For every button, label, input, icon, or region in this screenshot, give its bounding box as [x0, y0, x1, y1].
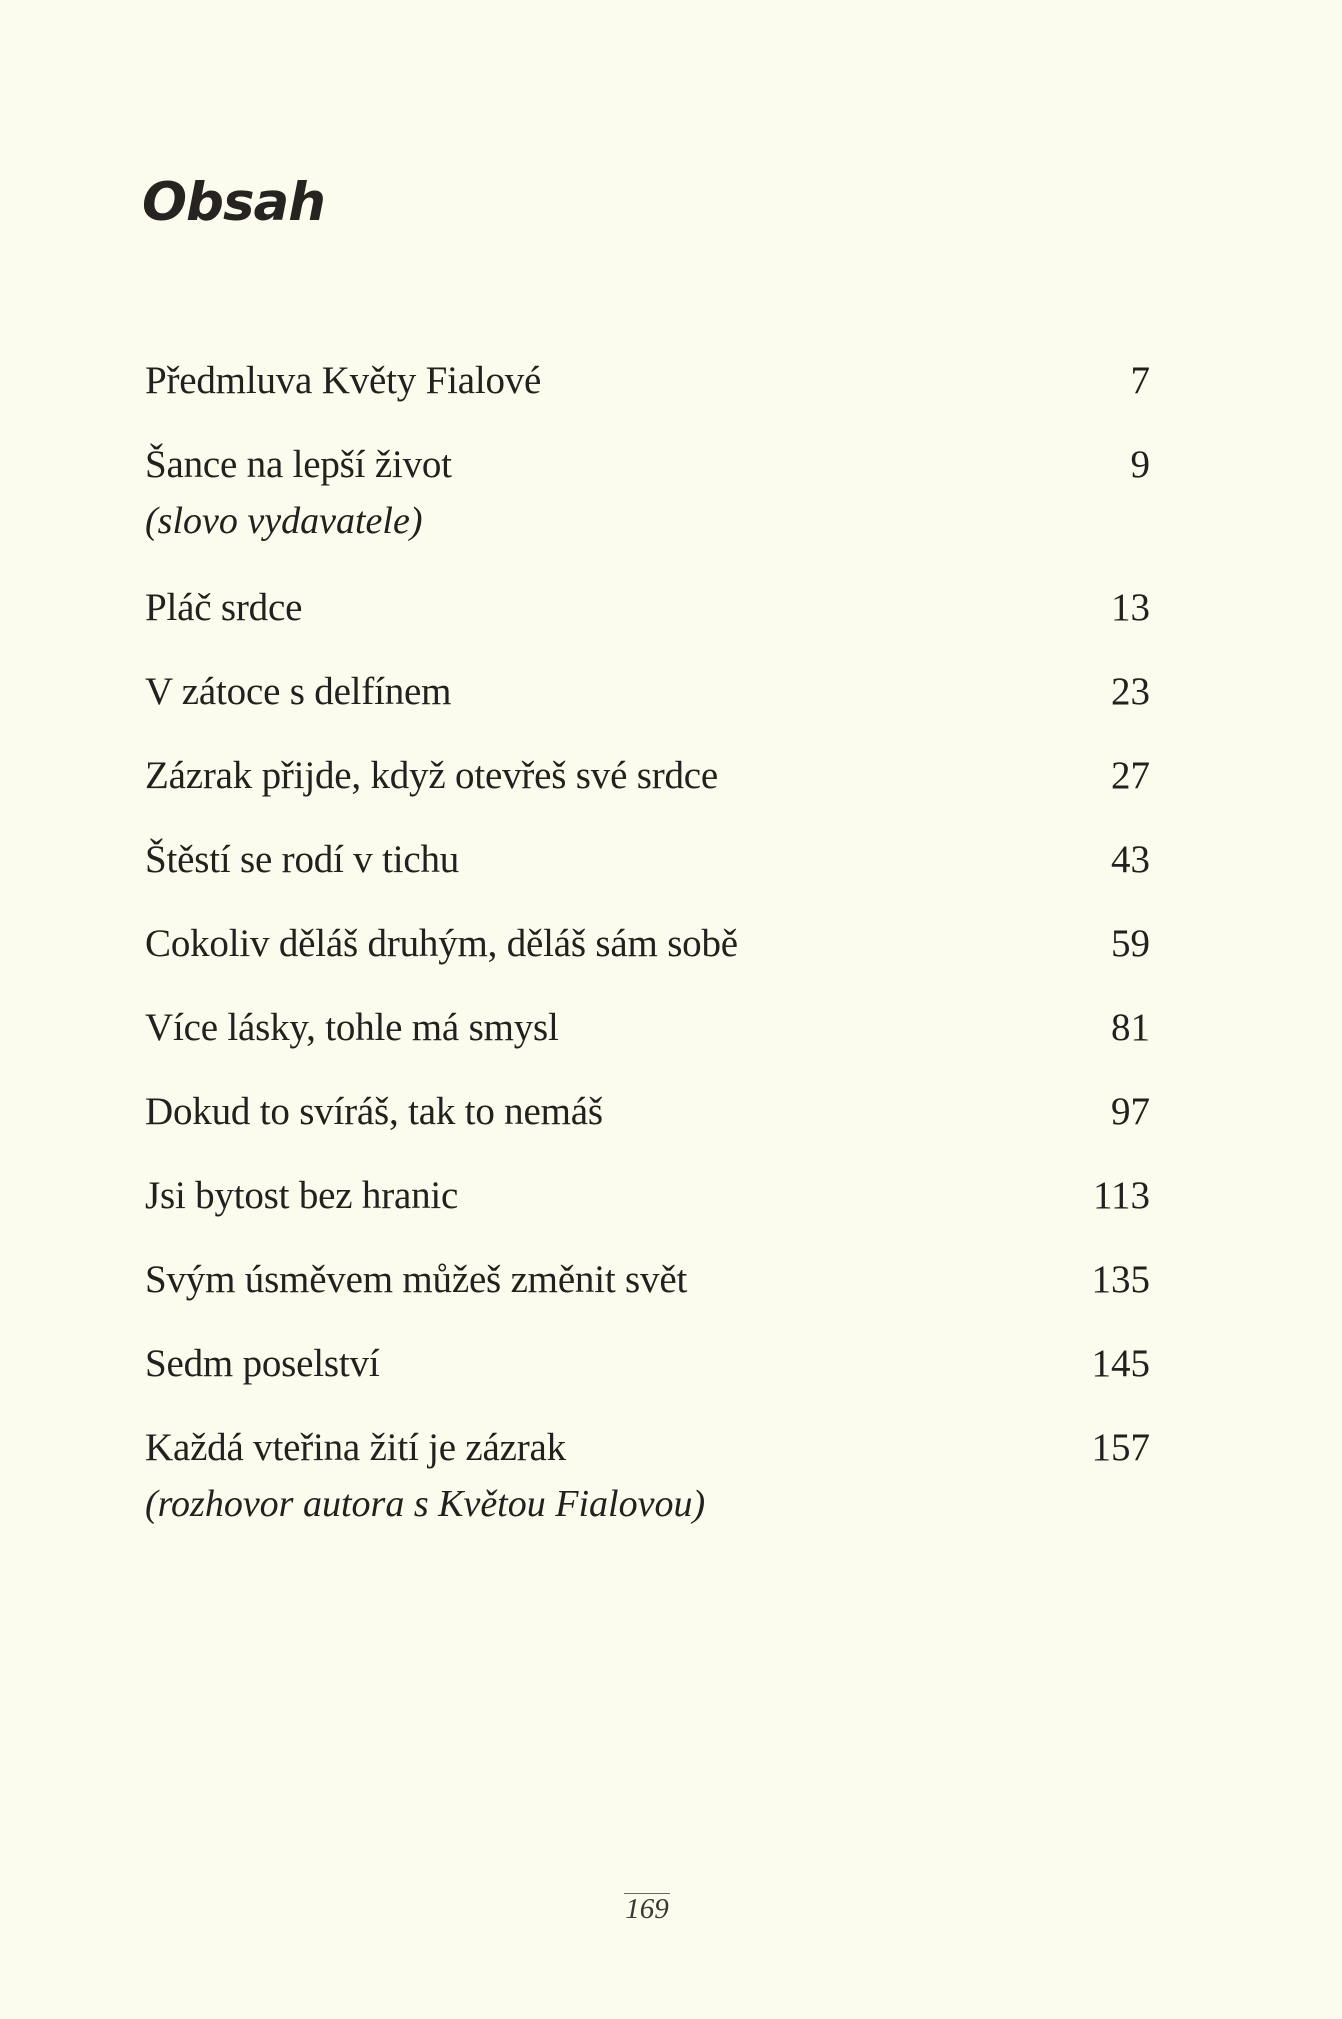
- toc-entry-title: Svým úsměvem můžeš změnit svět: [145, 1258, 688, 1301]
- toc-entry-page: 157: [1091, 1426, 1150, 1469]
- toc-entry: [145, 747, 1150, 831]
- toc-entry: [145, 663, 1150, 747]
- toc-entry-page: 135: [1091, 1258, 1150, 1301]
- toc-entry-title: Sedm poselství: [145, 1342, 380, 1385]
- toc-entry-page: 145: [1091, 1342, 1150, 1385]
- toc-entry-title: Cokoliv děláš druhým, děláš sám sobě: [145, 922, 738, 965]
- toc-entry-page: 59: [1111, 922, 1150, 965]
- toc-entry: [145, 436, 1150, 579]
- toc-entry-title: Zázrak přijde, když otevřeš své srdce: [145, 754, 719, 797]
- toc-entry: [145, 352, 1150, 436]
- toc-entry-title: Každá vteřina žití je zázrak: [145, 1426, 566, 1469]
- page-title: Obsah: [142, 172, 326, 233]
- toc-entry-title: Pláč srdce: [145, 586, 303, 629]
- toc-entry: [145, 831, 1150, 915]
- toc-entry-subtitle: (slovo vydavatele): [145, 500, 423, 542]
- toc-entry: [145, 1251, 1150, 1335]
- toc-entry-page: 27: [1111, 754, 1150, 797]
- toc-entry-page: 23: [1111, 670, 1150, 713]
- toc-entry-subtitle: (rozhovor autora s Květou Fialovou): [145, 1483, 706, 1525]
- toc-entry-page: 7: [1130, 359, 1150, 402]
- toc-entry-page: 97: [1111, 1090, 1150, 1133]
- toc-entry: [145, 1335, 1150, 1419]
- toc-entry: [145, 999, 1150, 1083]
- page-number: 169: [625, 1893, 669, 1925]
- toc-entry-page: 43: [1111, 838, 1150, 881]
- toc-entry-title: V zátoce s delfínem: [145, 670, 452, 713]
- toc-entry-page: 81: [1111, 1006, 1150, 1049]
- toc-entry: [145, 1167, 1150, 1251]
- toc-entry-title: Jsi bytost bez hranic: [145, 1174, 459, 1217]
- toc-entry: [145, 579, 1150, 663]
- toc-entry: [145, 1419, 1150, 1562]
- table-of-contents: [145, 352, 1150, 1562]
- toc-entry-title: Štěstí se rodí v tichu: [145, 838, 460, 881]
- toc-entry-title: Dokud to svíráš, tak to nemáš: [145, 1090, 603, 1133]
- toc-entry-title: Předmluva Květy Fialové: [145, 359, 542, 402]
- toc-entry: [145, 915, 1150, 999]
- toc-entry-title: Šance na lepší život: [145, 443, 452, 486]
- toc-entry-page: 9: [1130, 443, 1150, 486]
- toc-entry-page: 13: [1111, 586, 1150, 629]
- toc-entry-title: Více lásky, tohle má smysl: [145, 1006, 559, 1049]
- toc-entry-page: 113: [1092, 1174, 1150, 1217]
- toc-entry: [145, 1083, 1150, 1167]
